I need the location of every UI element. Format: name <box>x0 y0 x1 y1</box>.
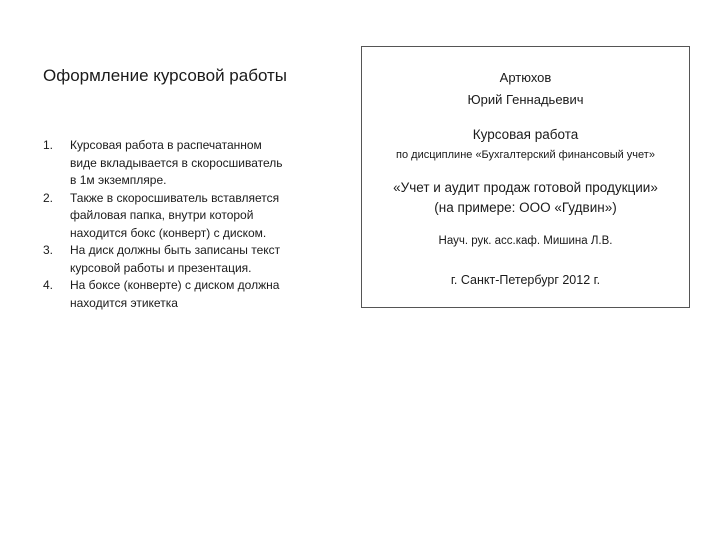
list-item <box>43 277 283 312</box>
author-name: Юрий Геннадьевич <box>467 92 584 107</box>
city-year: г. Санкт-Петербург 2012 г. <box>450 273 601 287</box>
list-item-number: 2. <box>43 190 54 205</box>
advisor: Науч. рук. асс.каф. Мишина Л.В. <box>438 235 613 247</box>
list-item <box>43 242 283 277</box>
list-item-text: На боксе (конверте) с диском должна находится этикетка <box>70 278 280 310</box>
discipline: по дисциплине «Бухгалтерский финансовый учет» <box>396 149 655 161</box>
list-item-text: Также в скоросшиватель вставляется файловая папка, внутри которой находится бокс (конверт) с диском. <box>70 190 280 240</box>
list-item-text: Курсовая работа в распечатанном виде вкладывается в скоросшиватель в 1м экземпляре. <box>70 138 283 187</box>
requirements-list <box>43 137 283 312</box>
topic-line-1: «Учет и аудит продаж готовой продукции» <box>393 180 658 195</box>
list-item-text: На диск должны быть записаны текст курсовой работы и презентация. <box>70 243 281 275</box>
slide-title: Оформление курсовой работы <box>43 66 288 85</box>
work-type: Курсовая работа <box>472 127 579 142</box>
list-item-number: 3. <box>43 243 54 257</box>
topic-line-2: (на примере: ООО «Гудвин») <box>434 200 617 215</box>
list-item <box>43 137 283 190</box>
list-item-number: 1. <box>43 138 54 152</box>
list-item-number: 4. <box>43 278 54 292</box>
author-surname: Артюхов <box>499 70 552 85</box>
title-page-sample <box>361 46 690 308</box>
list-item <box>43 190 283 243</box>
